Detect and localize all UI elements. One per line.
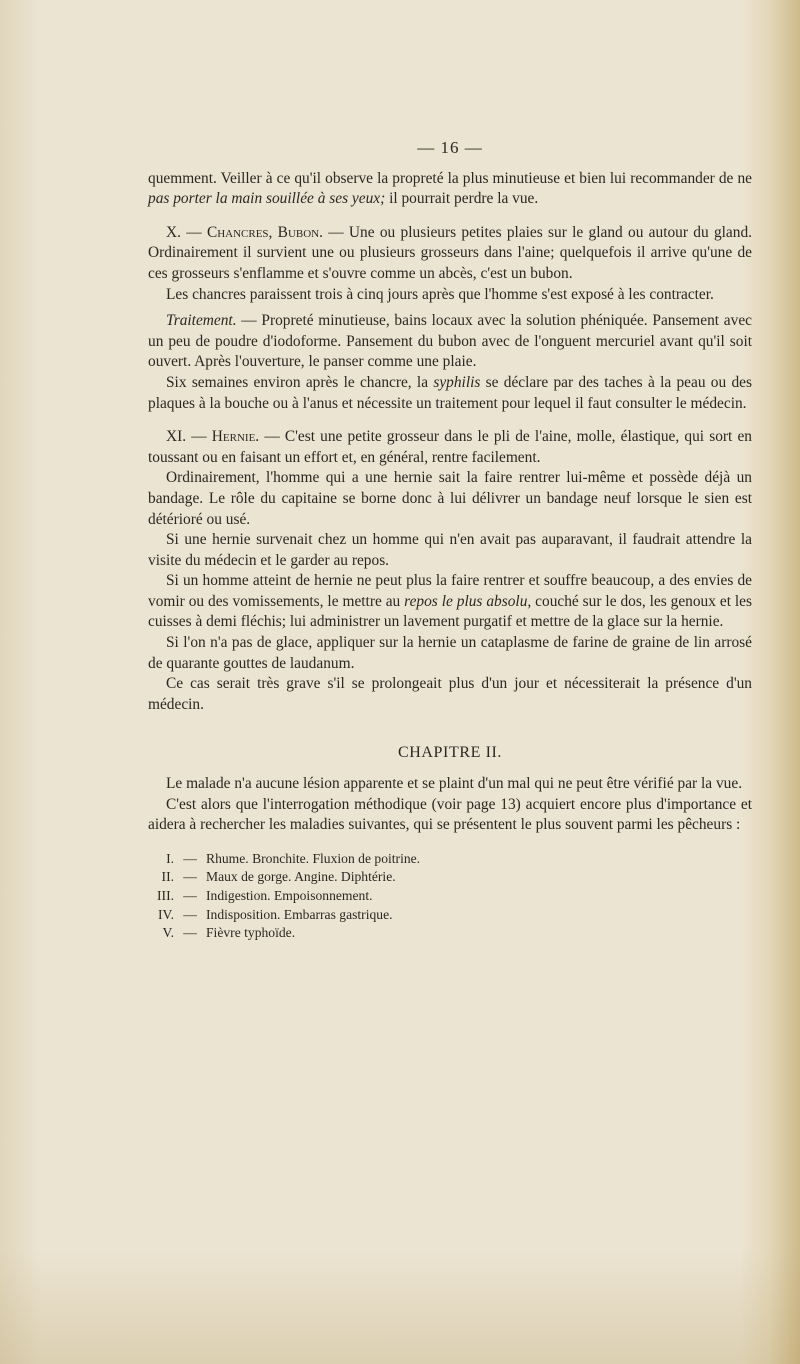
list-dash: — [183, 850, 197, 866]
paragraph: Les chancres paraissent trois à cinq jours après que l'homme s'est exposé à les contracter. [166, 285, 714, 303]
treatment-paragraph [148, 311, 752, 373]
list-number: III. [157, 888, 174, 903]
section-x [148, 223, 752, 285]
emphasis: syphilis [433, 373, 481, 391]
text-run: — Une ou plusieurs petites plaies sur le gland ou autour du gland. Ordinairement il survient une ou plusieurs grosseurs dans l'aine; quelquefois il arrive qu'une de ces grosseurs s'enflamme et s'ouvre comme un abcès, c'est un bubon. [148, 223, 752, 282]
list-number: I. [166, 850, 174, 866]
list-number: II. [161, 869, 174, 885]
section-title: Chancres, Bubon. [206, 223, 323, 241]
list-text: Fièvre typhoïde. [206, 925, 296, 941]
disease-list [148, 850, 752, 943]
list-number: IV. [158, 906, 174, 922]
list-item [148, 868, 752, 887]
text-run: — Propreté minutieuse, bains locaux avec la solution phéniquée. Pansement avec un peu de poudre d'iodoforme. Pansement du bubon avec de l'onguent mercuriel avant qu'il soit ouvert. Après l'ouverture, le panser comme une plaie. [148, 312, 752, 371]
paragraph: Ordinairement, l'homme qui a une hernie sait la faire rentrer lui-même et possède déjà un bandage. Le rôle du capitaine se borne donc à lui délivrer un bandage neuf lorsque le sien est détérioré ou usé. [148, 469, 752, 528]
treatment-label: Traitement. [166, 312, 237, 330]
text-run: Si un homme atteint de hernie ne peut plus la faire rentrer et souffre beaucoup, a des envies de vomir ou des vomissements, le mettre au [148, 572, 752, 610]
section-xi [148, 427, 752, 468]
list-item [148, 906, 752, 925]
text-run: — C'est une petite grosseur dans le pli de l'aine, molle, élastique, qui sort en toussant ou en faisant un effort et, en général, rentre facilement. [148, 428, 752, 466]
list-text: Rhume. Bronchite. Fluxion de poitrine. [206, 850, 421, 866]
paragraph: Si une hernie survenait chez un homme qui n'en avait pas auparavant, il faudrait attendre la visite du médecin et le garder au repos. [148, 531, 752, 569]
page-text [148, 138, 752, 943]
paragraph-continuation [148, 169, 752, 210]
emphasis: pas porter la main souillée à ses yeux; [148, 190, 386, 208]
list-dash: — [183, 888, 197, 903]
paragraph: Le malade n'a aucune lésion apparente et se plaint d'un mal qui ne peut être vérifié par la vue. [166, 775, 743, 793]
paragraph [148, 373, 752, 414]
paragraph: Si l'on n'a pas de glace, appliquer sur la hernie un cataplasme de farine de graine de lin arrosé de quarante gouttes de laudanum. [148, 634, 752, 672]
list-text: Indisposition. Embarras gastrique. [206, 906, 393, 922]
list-dash: — [183, 925, 197, 941]
list-text: Indigestion. Empoisonnement. [206, 888, 373, 903]
text-run: se déclare par des taches à la peau ou des plaques à la bouche ou à l'anus et nécessite un traitement pour lequel il faut consulter le médecin. [148, 373, 752, 412]
text-run: Six semaines environ après le chancre, la [166, 373, 434, 391]
paragraph [148, 571, 752, 633]
text-run: couché sur le dos, les genoux et les cuisses à demi fléchis; lui administrer un lavement purgatif et mettre de la glace sur la hernie. [148, 592, 752, 631]
list-dash: — [183, 869, 197, 885]
chapter-heading: CHAPITRE II. [397, 744, 503, 762]
list-dash: — [183, 906, 197, 922]
text-run: quemment. Veiller à ce qu'il observe la propreté la plus minutieuse et bien lui recommander de ne [148, 169, 752, 187]
text-run: il pourrait perdre la vue. [385, 190, 539, 208]
emphasis: repos le plus absolu, [404, 592, 532, 610]
paragraph: Ce cas serait très grave s'il se prolongeait plus d'un jour et nécessiterait la présence d'un médecin. [148, 675, 752, 713]
section-number: XI. — [166, 428, 212, 446]
section-number: X. — [166, 223, 207, 241]
list-item [148, 850, 752, 869]
list-item [148, 887, 752, 906]
list-text: Maux de gorge. Angine. Diphtérie. [206, 869, 396, 885]
list-number: V. [162, 925, 174, 941]
page-number: — 16 — [417, 138, 483, 157]
list-item [148, 924, 752, 943]
paragraph: C'est alors que l'interrogation méthodique (voir page 13) acquiert encore plus d'importance et aidera à rechercher les maladies suivantes, qui se présentent le plus souvent parmi les pêcheurs : [148, 795, 752, 834]
section-title: Hernie. [211, 428, 260, 446]
